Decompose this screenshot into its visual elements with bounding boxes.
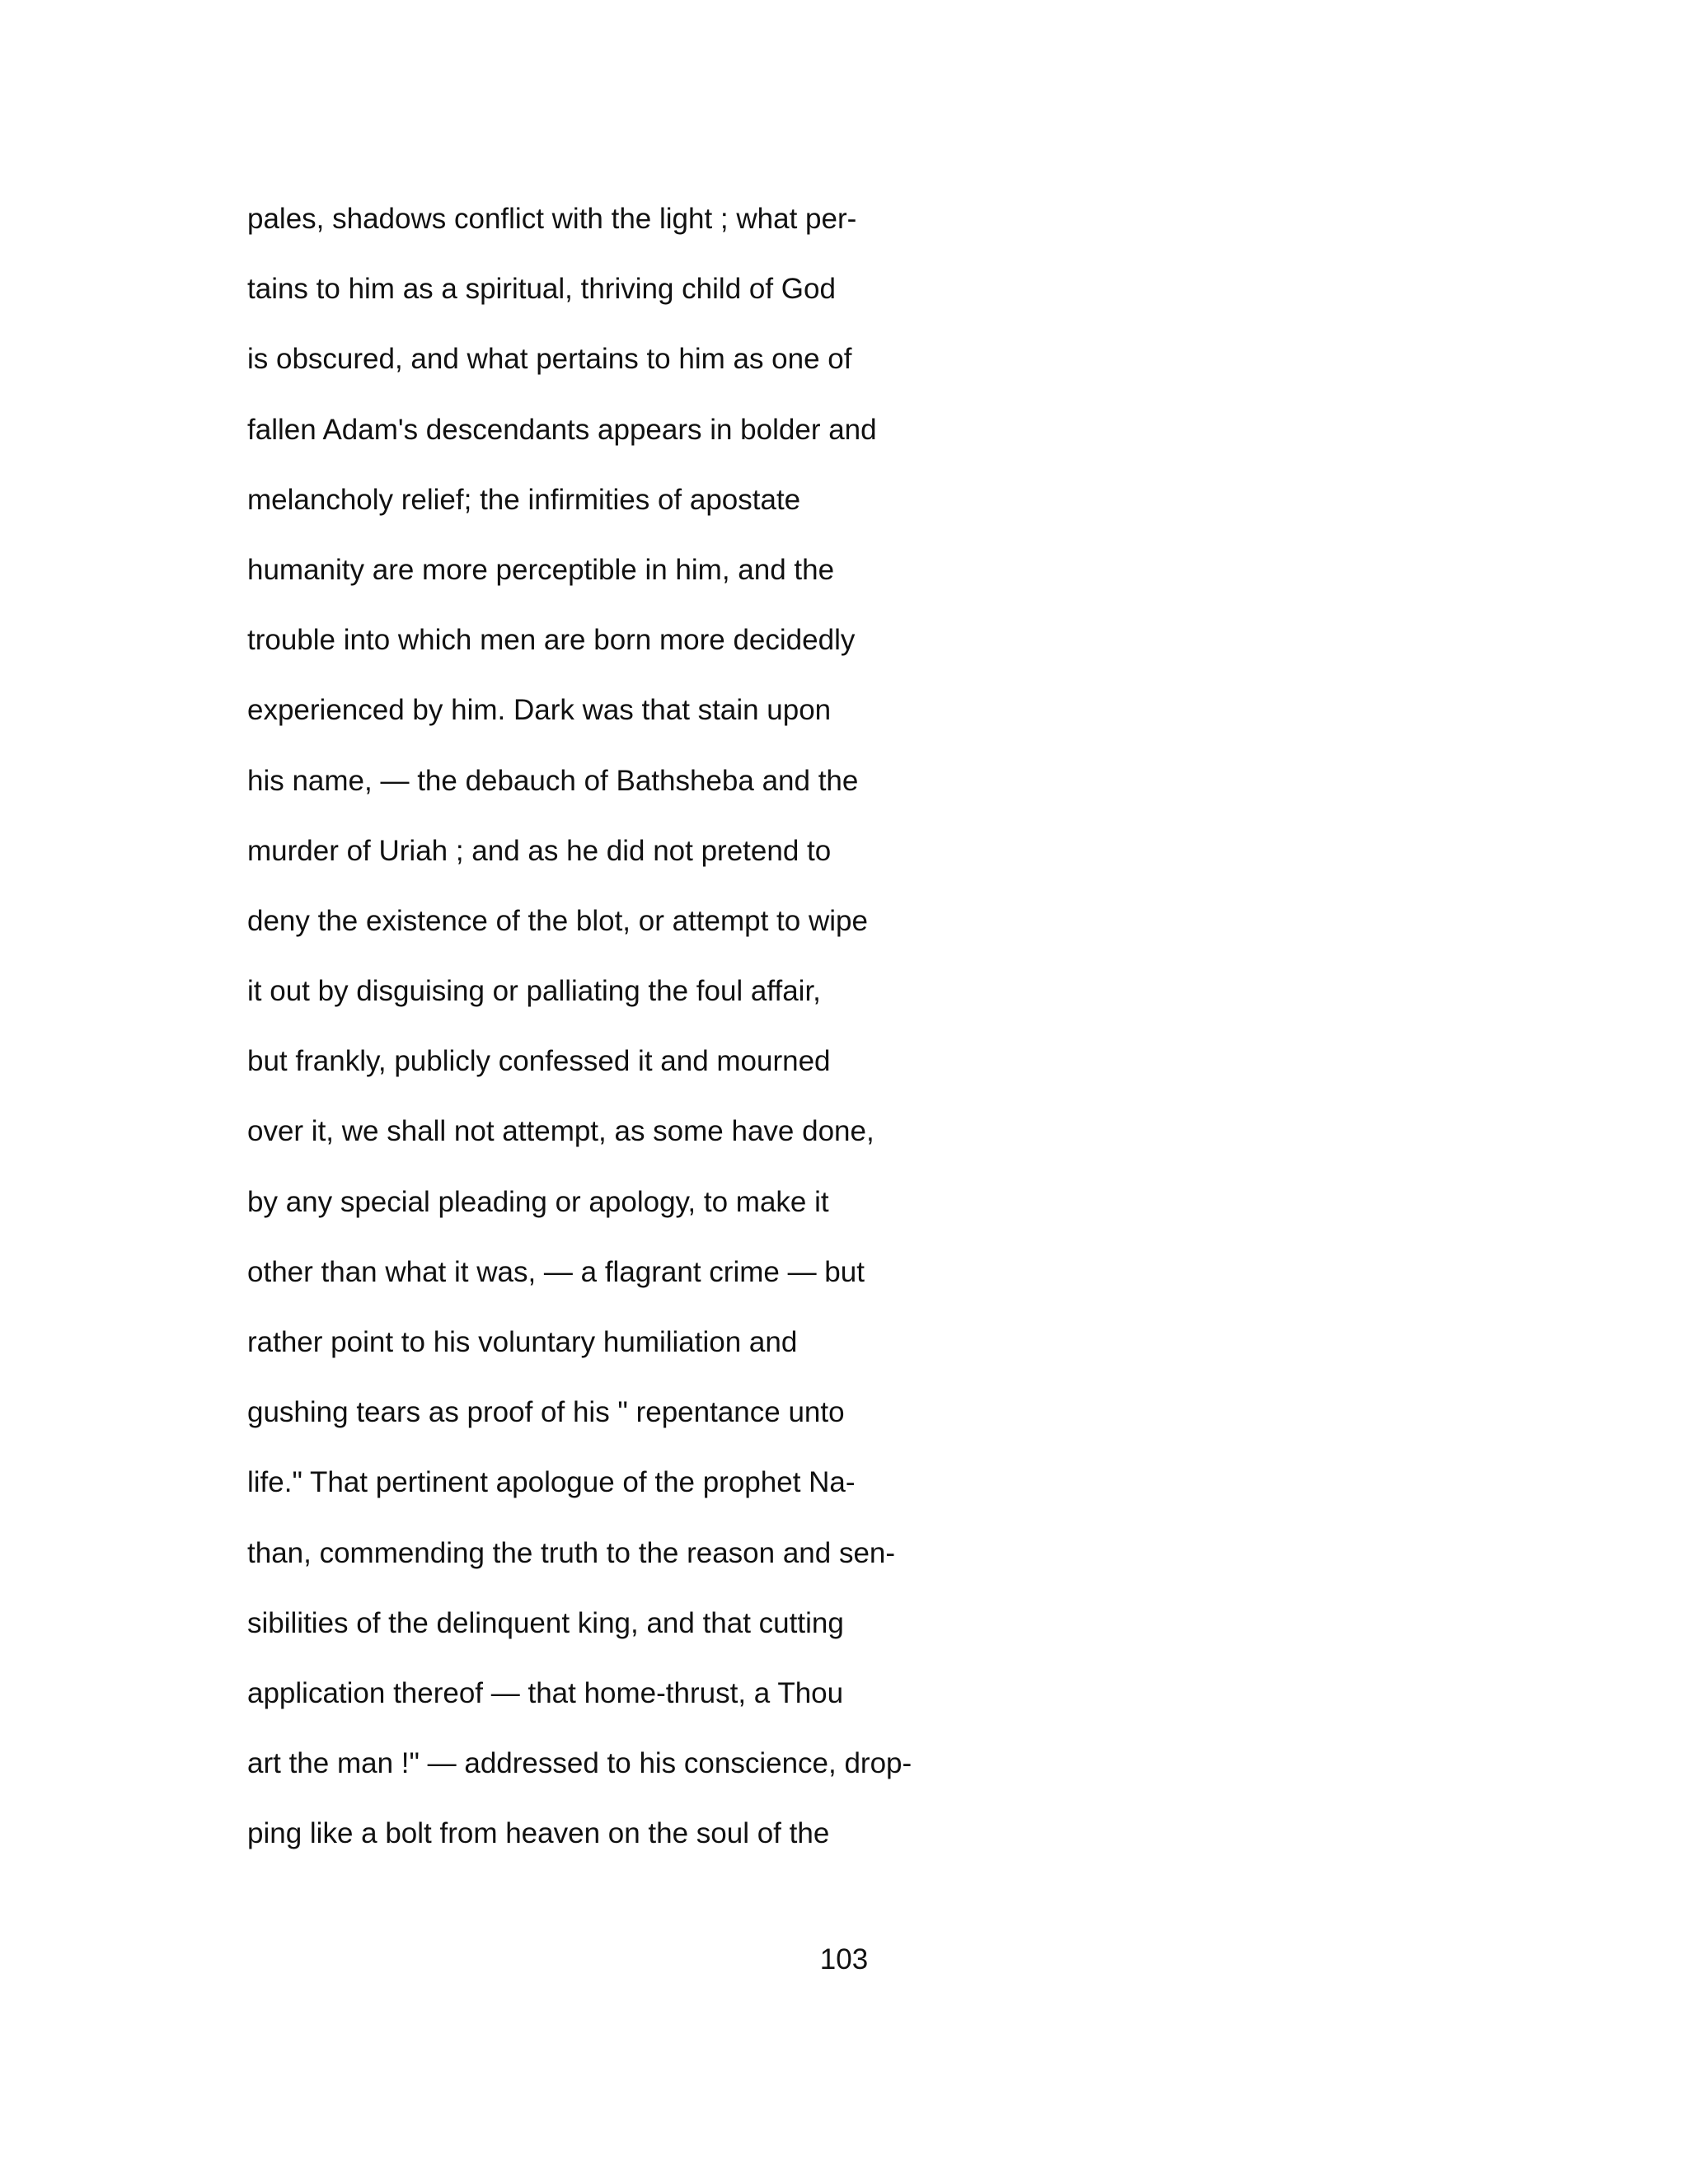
text-line: is obscured, and what pertains to him as one of — [247, 343, 852, 376]
text-line: art the man !" — addressed to his conscience, drop- — [247, 1747, 912, 1780]
text-line: his name, — the debauch of Bathsheba and the — [247, 764, 859, 797]
text-line: pales, shadows conflict with the light ; what per- — [247, 203, 857, 235]
text-line: tains to him as a spiritual, thriving child of God — [247, 273, 836, 306]
text-line: experienced by him. Dark was that stain upon — [247, 694, 832, 727]
text-line: over it, we shall not attempt, as some have done, — [247, 1115, 874, 1148]
text-line: application thereof — that home-thrust, a Thou — [247, 1676, 844, 1709]
text-line: than, commending the truth to the reason and sen- — [247, 1536, 896, 1569]
text-line: rather point to his voluntary humiliation and — [247, 1326, 798, 1358]
body-text — [247, 198, 1484, 1883]
text-line: it out by disguising or palliating the foul affair, — [247, 975, 821, 1008]
text-line: other than what it was, — a flagrant crime — but — [247, 1255, 865, 1288]
text-line: humanity are more perceptible in him, and the — [247, 553, 835, 586]
text-line: deny the existence of the blot, or attempt to wipe — [247, 904, 868, 937]
page-number: 103 — [819, 1943, 869, 1975]
text-line: melancholy relief; the infirmities of apostate — [247, 483, 801, 516]
text-line: fallen Adam's descendants appears in bolder and — [247, 413, 877, 446]
text-line: by any special pleading or apology, to make it — [247, 1185, 829, 1218]
text-line: sibilities of the delinquent king, and that cutting — [247, 1606, 844, 1639]
text-line: life." That pertinent apologue of the prophet Na- — [247, 1466, 856, 1499]
text-line: murder of Uriah ; and as he did not pretend to — [247, 834, 832, 867]
text-line: gushing tears as proof of his " repentance unto — [247, 1396, 845, 1429]
text-line: ping like a bolt from heaven on the soul of the — [247, 1817, 830, 1850]
text-line: but frankly, publicly confessed it and mourned — [247, 1045, 831, 1078]
text-line: trouble into which men are born more decidedly — [247, 624, 856, 657]
